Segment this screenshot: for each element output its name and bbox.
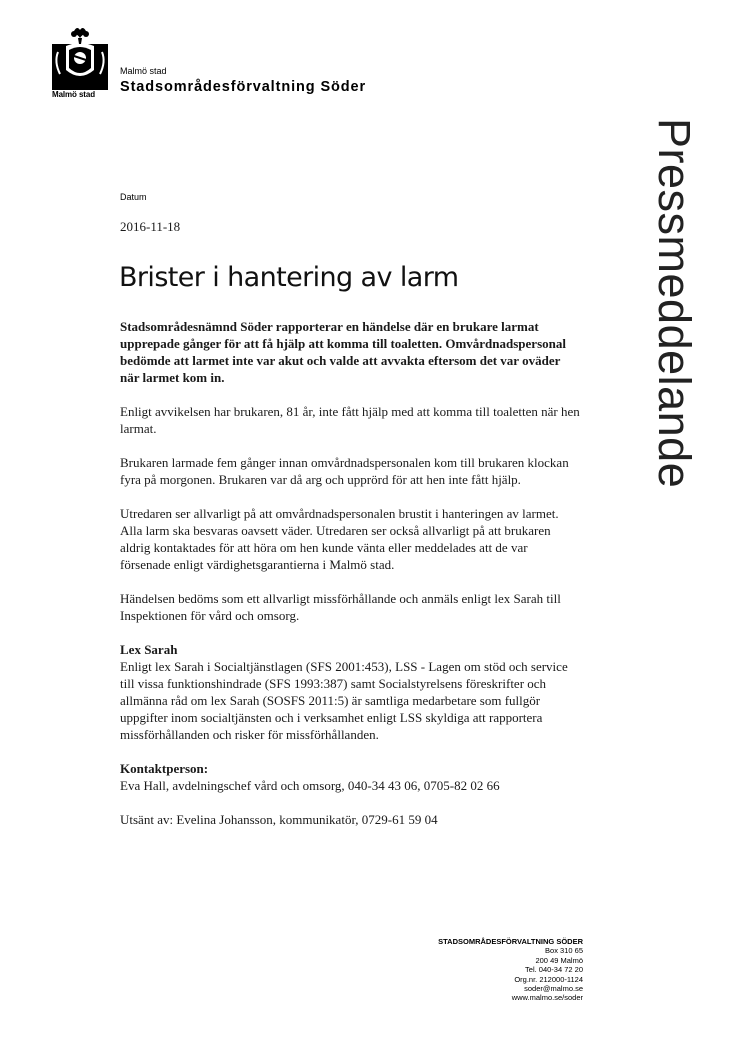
org-name-small: Malmö stad bbox=[120, 66, 167, 76]
lead-paragraph: Stadsområdesnämnd Söder rapporterar en händelse där en brukare larmat upprepade gånger för att få hjälp att komma till toaletten. Omvårdnadspersonal bedömde att larmet inte var akut och valde att avvakta eftersom det var oväder när larmet kom in. bbox=[120, 319, 566, 385]
date-value: 2016-11-18 bbox=[120, 219, 181, 234]
footer-orgnr: Org.nr. 212000-1124 bbox=[514, 974, 583, 984]
body-paragraph: Utredaren ser allvarligt på att omvårdnadspersonalen brustit i hanteringen av larmet. Alla larm ska besvaras oavsett väder. Utredaren ser också allvarligt på att brukaren aldrig kontaktades för att höra om hen kunde vänta eller meddelades att de var försenade enligt värdighetsgarantierna i Malmö stad. bbox=[120, 506, 559, 572]
footer-website: www.malmo.se/soder bbox=[511, 993, 583, 1003]
logo-caption: Malmö stad bbox=[52, 90, 96, 99]
vertical-title-text: Pressmeddelande bbox=[649, 118, 700, 489]
footer-box: Box 310 65 bbox=[545, 946, 583, 956]
footer-org: STADSOMRÅDESFÖRVALTNING SÖDER bbox=[438, 937, 583, 946]
footer-email: soder@malmo.se bbox=[524, 984, 583, 994]
malmo-stad-logo bbox=[52, 22, 108, 98]
vertical-document-type bbox=[618, 118, 746, 558]
contact-text: Eva Hall, avdelningschef vård och omsorg, 040-34 43 06, 0705-82 02 66 bbox=[120, 778, 500, 793]
date-label: Datum bbox=[120, 192, 147, 202]
press-release-body bbox=[120, 318, 580, 828]
body-paragraph: Enligt avvikelsen har brukaren, 81 år, inte fått hjälp med att komma till toaletten när hen larmat. bbox=[120, 404, 580, 436]
body-paragraph: Brukaren larmade fem gånger innan omvårdnadspersonalen kom till brukaren klockan fyra på morgonen. Brukaren var då arg och upprörd för att hen inte fått hjälp. bbox=[120, 455, 569, 487]
sent-by-text: Utsänt av: Evelina Johansson, kommunikatör, 0729-61 59 04 bbox=[120, 812, 438, 827]
org-name-department: Stadsområdesförvaltning Söder bbox=[120, 79, 367, 95]
footer-phone: Tel. 040-34 72 20 bbox=[525, 965, 583, 975]
footer-address-block bbox=[380, 937, 583, 1003]
lex-sarah-heading: Lex Sarah bbox=[120, 642, 178, 657]
contact-heading: Kontaktperson: bbox=[120, 761, 209, 776]
body-paragraph: Händelsen bedöms som ett allvarligt missförhållande och anmäls enligt lex Sarah till Inspektionen för vård och omsorg. bbox=[120, 591, 561, 623]
footer-postal: 200 49 Malmö bbox=[535, 955, 583, 965]
coat-of-arms-icon bbox=[52, 22, 108, 90]
lex-sarah-text: Enligt lex Sarah i Socialtjänstlagen (SFS 2001:453), LSS - Lagen om stöd och service till vissa funktionshindrade (SFS 1993:387) samt Socialstyrelsens föreskrifter och allmänna råd om lex Sarah (SOSFS 2011:5) är samtliga medarbetare som fullgör uppgifter inom socialtjänsten och i verksamhet enligt LSS skyldiga att rapportera missförhållanden och risker för missförhållanden. bbox=[120, 659, 568, 742]
page-title: Brister i hantering av larm bbox=[119, 262, 459, 293]
